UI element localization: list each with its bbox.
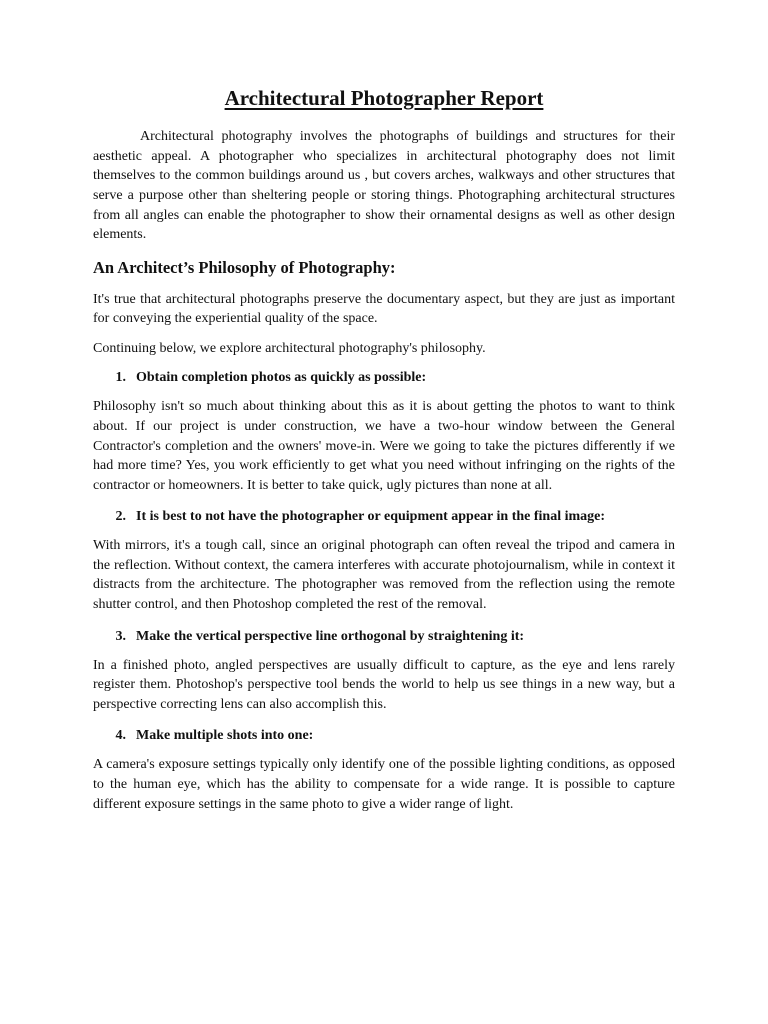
step-heading (93, 726, 675, 745)
intro-paragraph: Architectural photography involves the photographs of buildings and structures for their aesthetic appeal. A photographer who specializes in architectural photography does not limit themselves to the common buildings around us , but covers arches, walkways and other structures that serve a purpose other than sheltering people or storing things. Photographing architectural structures from all angles can enable the photographer to show their ornamental designs as well as other design elements. (93, 129, 675, 243)
step-number: 1. (115, 370, 126, 386)
step-body: In a finished photo, angled perspectives are usually difficult to capture, as the eye and lens rarely register them. Photoshop's perspective tool bends the world to help us see things in a new way, but a perspective correcting lens can also accomplish this. (93, 657, 675, 712)
step-item (93, 627, 675, 715)
step-title: It is best to not have the photographer or equipment appear in the final image: (136, 509, 606, 525)
step-number: 3. (115, 628, 126, 644)
step-title: Obtain completion photos as quickly as possible: (136, 370, 427, 386)
step-title: Make the vertical perspective line orthogonal by straightening it: (136, 628, 525, 644)
step-number: 2. (115, 509, 126, 525)
step-heading (93, 507, 675, 526)
step-title: Make multiple shots into one: (136, 728, 314, 744)
step-item (93, 507, 675, 614)
section-paragraph: Continuing below, we explore architectural photography's philosophy. (93, 340, 486, 356)
step-body: A camera's exposure settings typically only identify one of the possible lighting conditions, as opposed to the human eye, which has the ability to compensate for a wide range. It is possible to capture different exposure settings in the same photo to give a wider range of light. (93, 757, 675, 812)
document-title: Architectural Photographer Report (224, 86, 544, 110)
step-heading (93, 627, 675, 646)
step-item (93, 726, 675, 814)
step-body: Philosophy isn't so much about thinking about this as it is about getting the photos to want to think about. If our project is under construction, we have a two-hour window between the General Contractor's completion and the owners' move-in. Were we going to take the pictures differently if we had more time? Yes, you work efficiently to get what you need without infringing on the rights of the contractor or homeowners. It is better to take quick, ugly pictures than none at all. (93, 399, 675, 493)
step-number: 4. (115, 728, 126, 744)
section-paragraph: It's true that architectural photographs preserve the documentary aspect, but they are just as important for conveying the experiential quality of the space. (93, 291, 675, 327)
step-body: With mirrors, it's a tough call, since an original photograph can often reveal the tripod and camera in the reflection. Without context, the camera interferes with accurate photojournalism, while in context it distracts from the architecture. The photographer was removed from the reflection using the remote shutter control, and then Photoshop completed the rest of the removal. (93, 538, 675, 613)
section-heading: An Architect’s Philosophy of Photography: (93, 257, 396, 277)
step-item (93, 368, 675, 495)
steps-list (93, 368, 675, 814)
step-heading (93, 368, 675, 387)
